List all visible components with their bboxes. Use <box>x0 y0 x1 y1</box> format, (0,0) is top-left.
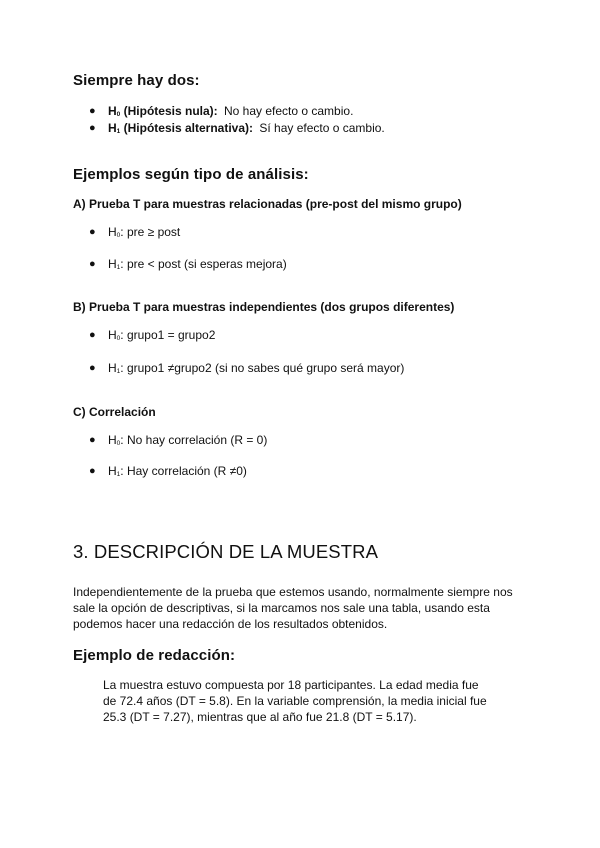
bullet-icon: ● <box>89 362 96 374</box>
heading-ejemplos: Ejemplos según tipo de análisis: <box>73 166 309 183</box>
heading-siempre-hay-dos: Siempre hay dos: <box>73 72 200 89</box>
bullet-icon: ● <box>89 122 96 134</box>
list-item-b-h0: ● H0: grupo1 = grupo2 <box>89 328 216 342</box>
heading-ejemplo-redaccion: Ejemplo de redacción: <box>73 647 236 664</box>
bullet-icon: ● <box>89 329 96 341</box>
bullet-icon: ● <box>89 465 96 477</box>
list-item-a-h0: ● H0: pre ≥ post <box>89 225 181 239</box>
bullet-icon: ● <box>89 434 96 446</box>
list-item-b-h1: ● H1: grupo1 ≠grupo2 (si no sabes qué grupo será mayor) <box>89 361 405 375</box>
section-title-descripcion: 3. DESCRIPCIÓN DE LA MUESTRA <box>73 541 379 562</box>
h-symbol: H0 (Hipótesis nula): <box>108 104 218 118</box>
paragraph-line: 25.3 (DT = 7.27), mientras que al año fue 21.8 (DT = 5.17). <box>103 710 417 724</box>
paragraph-line: sale la opción de descriptivas, si la marcamos nos sale una tabla, usando esta <box>73 601 490 615</box>
paragraph-line: podemos hacer una redacción de los resultados obtenidos. <box>73 617 388 631</box>
group-title-b: B) Prueba T para muestras independientes (dos grupos diferentes) <box>73 300 455 314</box>
list-item-h0 <box>89 104 354 121</box>
bullet-icon: ● <box>89 226 96 238</box>
list-item-h1 <box>89 121 385 138</box>
paragraph-line: La muestra estuvo compuesta por 18 participantes. La edad media fue <box>103 678 479 692</box>
example-paragraph <box>103 677 487 725</box>
h-symbol: H1 (Hipótesis alternativa): <box>108 121 254 135</box>
hypothesis-text: Sí hay efecto o cambio. <box>259 121 385 135</box>
list-item-a-h1: ● H1: pre < post (si esperas mejora) <box>89 257 287 271</box>
list-item-c-h1: ● H1: Hay correlación (R ≠0) <box>89 464 247 478</box>
paragraph-line: de 72.4 años (DT = 5.8). En la variable comprensión, la media inicial fue <box>103 694 487 708</box>
hypothesis-text: No hay efecto o cambio. <box>224 104 354 118</box>
list-item-c-h0: ● H0: No hay correlación (R = 0) <box>89 433 268 447</box>
bullet-icon: ● <box>89 105 96 117</box>
group-title-a: A) Prueba T para muestras relacionadas (pre-post del mismo grupo) <box>73 197 462 211</box>
paragraph-line: Independientemente de la prueba que estemos usando, normalmente siempre nos <box>73 585 513 599</box>
description-paragraph <box>73 584 513 632</box>
group-title-c: C) Correlación <box>73 405 156 419</box>
bullet-icon: ● <box>89 258 96 270</box>
